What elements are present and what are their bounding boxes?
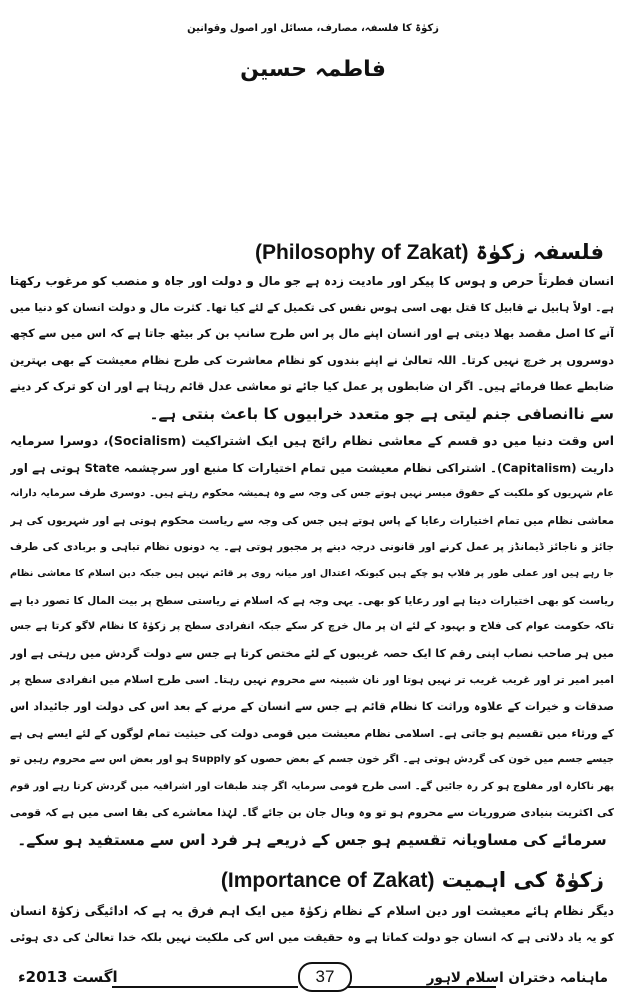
text-line: انسان فطرتاً حرص و ہوس کا پیکر اور مادیت زدہ ہے جو مال و دولت اور جاہ و منصب کو مرغوب رکھتا: [10, 274, 614, 288]
section-heading-importance: [221, 866, 604, 895]
text-line: کی اکثریت بنیادی ضروریات سے محروم ہو تو وہ وبال جان بن جائے گا۔ لہٰذا معاشرے کی بقا اسی میں ہے کہ قومی: [10, 806, 614, 820]
footer-rule-right: [348, 986, 496, 988]
text-line: دیگر نظام ہائے معیشت اور دین اسلام کے نظام زکوٰۃ میں ایک اہم فرق یہ ہے کہ ادائیگی زکوٰۃ انسان: [10, 904, 614, 918]
text-line: معاشی نظام میں تمام اختیارات رعایا کے پاس ہوتے ہیں جس کی وجہ سے ریاست محکوم ہوتی ہے اور شہریوں کی ہر: [10, 514, 614, 527]
text-line: ریاست کو بھی اختیارات دیتا ہے اور رعایا کو بھی۔ یہی وجہ ہے کہ اسلام نے ریاستی سطح پر بیت المال کا تصور دیا ہے: [10, 594, 614, 607]
text-line: میں ہر صاحب نصاب اپنی رقم کا ایک حصہ غریبوں کے لئے مختص کرتا ہے جس سے دولت گردش میں رہتی ہے اور: [10, 646, 614, 660]
section-heading-urdu: زکوٰۃ کی اہمیت: [441, 868, 604, 892]
text-line: جیسے جسم میں خون کی گردش ہوتی ہے۔ اگر خون جسم کے بعض حصوں کو Supply ہو اور بعض اس سے محروم رہیں تو: [10, 754, 614, 766]
page-footer: [0, 960, 626, 996]
paragraph-economic-systems: [10, 428, 614, 854]
text-line: صدقات و خیرات کے علاوہ وراثت کا نظام قائم ہے جس سے انسان کے مرنے کے بعد اس کی دولت اور جائیداد اس: [10, 699, 614, 713]
text-line: امیر امیر تر اور غریب غریب تر نہیں ہوتا اور نان شبینہ سے محروم نہیں رہتا۔ اسی طرح اسلام میں انفرادی سطح پر: [10, 674, 614, 687]
article-title: زکوٰۃ کا فلسفہ، مصارف، مسائل اور اصول وقوانین: [187, 23, 439, 34]
section-heading-philosophy: [255, 238, 604, 267]
text-line: پھر ناکارہ اور مفلوج ہو کر رہ جائیں گے۔ اسی طرح قومی سرمایہ اگر چند طبقات اور اشرافیہ میں گردش کرتا رہے اور قوم: [10, 780, 614, 792]
text-line: کے ورثاء میں تقسیم ہو جاتی ہے۔ اسلامی نظام معیشت میں قومی دولت کی حیثیت تمام لوگوں کے لئے ایسے ہی ہے: [10, 726, 614, 740]
text-line: ہے۔ اولاً ہابیل نے قابیل کا قتل بھی اسی ہوس نفس کی تکمیل کے لئے کیا تھا۔ کثرت مال و دولت انسان کو دنیا میں: [10, 300, 614, 314]
text-line: سے ناانصافی جنم لیتی ہے جو متعدد خرابیوں کا باعث بنتی ہے۔: [149, 404, 614, 423]
text-line: داریت (Capitalism)۔ اشتراکی نظام معیشت میں تمام اختیارات کا منبع اور سرچشمہ State ہوتی ہے اور: [10, 460, 614, 475]
issue-date: اگست 2013ء: [18, 968, 118, 986]
text-line: عام شہریوں کو ملکیت کے حقوق میسر نہیں ہوتے جس کی وجہ سے وہ ہمیشہ محکوم رہتے ہیں۔ دوسری طرف سرمایہ دارانہ: [10, 488, 614, 500]
article-author: فاطمہ حسین: [240, 57, 386, 82]
text-line: آنے کا اصل مقصد بھلا دیتی ہے اور انسان اپنے مال پر اس طرح سانپ بن کر بیٹھ جاتا ہے کہ اس میں سے کچھ: [10, 327, 614, 341]
section-heading-urdu: فلسفہ زکوٰۃ: [475, 240, 604, 264]
section-heading-english: (Importance of Zakat): [220, 869, 435, 892]
text-line: ضابطے عطا فرمائے ہیں۔ اگر ان ضابطوں پر عمل کیا جائے تو معاشی عدل قائم رہتا ہے اور ان کو ترک کر دینے: [10, 380, 614, 394]
text-line: جا رہے ہیں اور عملی طور پر فلاپ ہو چکے ہیں کیونکہ اعتدال اور میانہ روی پر قائم نہیں ہیں جبکہ دین اسلام کا معاشی نظام: [10, 567, 614, 579]
text-line: اس وقت دنیا میں دو قسم کے معاشی نظام رائج ہیں ایک اشتراکیت (Socialism)، دوسرا سرمایہ: [10, 433, 614, 448]
paragraph-philosophy-1: [10, 268, 614, 428]
magazine-name: ماہنامہ دختران اسلام لاہور: [426, 970, 608, 986]
text-line: جائز و ناجائز ڈیمانڈز پر عمل کرنے اور قانونی درجہ دینے پر مجبور ہوتی ہے۔ یہ دونوں نظام تباہی و بربادی کی طرف: [10, 541, 614, 554]
footer-rule-left: [112, 986, 298, 988]
text-line: سرمائے کی مساویانہ تقسیم ہو جس کے ذریعے ہر فرد اس سے مستفید ہو سکے۔: [17, 830, 607, 849]
text-line: کو یہ یاد دلاتی ہے کہ انسان جو دولت کماتا ہے وہ حقیقت میں اس کی ملکیت نہیں بلکہ خدا تعالیٰ کی دی ہوئی: [10, 930, 614, 944]
text-line: دوسروں پر خرچ نہیں کرتا۔ اللہ تعالیٰ نے اپنے بندوں کو نظام معاشرت کی طرح نظام معیشت کے بھی بہترین: [10, 353, 614, 367]
paragraph-importance-1: [10, 898, 614, 951]
page-number: 37: [298, 962, 352, 992]
text-line: تاکہ حکومت عوام کی فلاح و بہبود کے لئے ان پر مال خرچ کر سکے جبکہ انفرادی سطح پر زکوٰۃ کا نظام لاگو کرتا ہے جس: [10, 621, 614, 633]
section-heading-english: (Philosophy of Zakat): [254, 241, 469, 264]
